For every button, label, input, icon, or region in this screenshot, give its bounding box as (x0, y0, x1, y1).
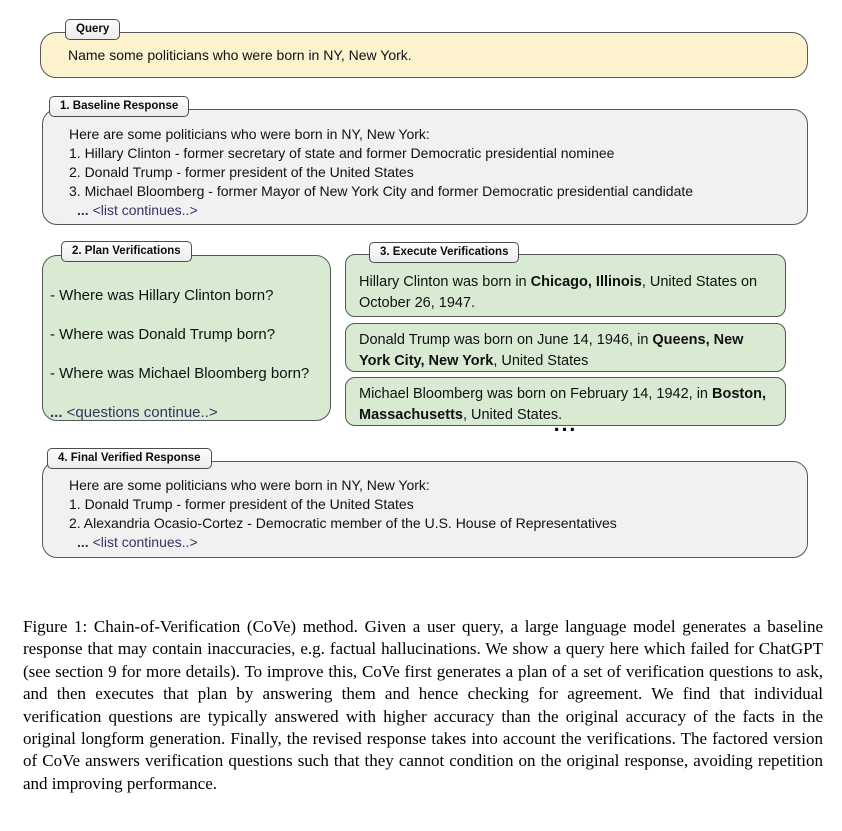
final-line-intro: Here are some politicians who were born in NY, New York: (69, 477, 430, 493)
baseline-response-box (42, 109, 808, 225)
plan-question-3: - Where was Michael Bloomberg born? (50, 365, 310, 382)
plan-question-2: - Where was Donald Trump born? (50, 326, 276, 343)
final-verified-response-box (42, 461, 808, 558)
verification-answer-michael-bloomberg: Michael Bloomberg was born on February 14, 1942, in Boston, Massachusetts, United States. (345, 377, 786, 426)
plan-question-1: - Where was Hillary Clinton born? (50, 287, 274, 304)
plan-verifications-tab-label: 2. Plan Verifications (61, 241, 192, 262)
final-line-2: 2. Alexandria Ocasio-Cortez - Democratic member of the U.S. House of Representatives (69, 515, 617, 531)
plan-questions-continue: ... <questions continue..> (50, 404, 218, 421)
query-box (40, 32, 808, 78)
final-verified-response-tab-label: 4. Final Verified Response (47, 448, 212, 469)
plan-verifications-box (42, 255, 331, 421)
figure-caption: Figure 1: Chain-of-Verification (CoVe) method. Given a user query, a large language model generates a baseline response that may contain inaccuracies, e.g. factual hallucinations. We show a query here which failed for ChatGPT (see section 9 for more details). To improve this, CoVe first generates a plan of a set of verification questions to ask, and then executes that plan by answering them and hence checking for agreement. We find that individual verification questions are typically answered with higher accuracy than the original accuracy of the facts in the original longform generation. Finally, the revised response takes into account the verifications. The factored version of CoVe answers verification questions such that they cannot condition on the original response, avoiding repetition and improving performance. (23, 617, 823, 793)
baseline-list-continues: ... <list continues..> (77, 202, 198, 218)
execute-verifications-tab-label: 3. Execute Verifications (369, 242, 519, 263)
final-line-1: 1. Donald Trump - former president of the United States (69, 496, 414, 512)
baseline-line-2: 2. Donald Trump - former president of the United States (69, 164, 414, 180)
final-list-continues: ... <list continues..> (77, 534, 198, 550)
baseline-response-tab-label: 1. Baseline Response (49, 96, 189, 117)
baseline-line-1: 1. Hillary Clinton - former secretary of state and former Democratic presidential nominee (69, 145, 615, 161)
verification-answer-hillary-clinton: Hillary Clinton was born in Chicago, Illinois, United States on October 26, 1947. (345, 254, 786, 317)
baseline-line-3: 3. Michael Bloomberg - former Mayor of New York City and former Democratic presidential candidate (69, 183, 694, 199)
baseline-line-intro: Here are some politicians who were born in NY, New York: (69, 126, 430, 142)
query-tab-label: Query (65, 19, 120, 40)
verification-answer-donald-trump: Donald Trump was born on June 14, 1946, in Queens, New York City, New York, United States (345, 323, 786, 372)
query-text: Name some politicians who were born in NY, New York. (68, 47, 412, 63)
